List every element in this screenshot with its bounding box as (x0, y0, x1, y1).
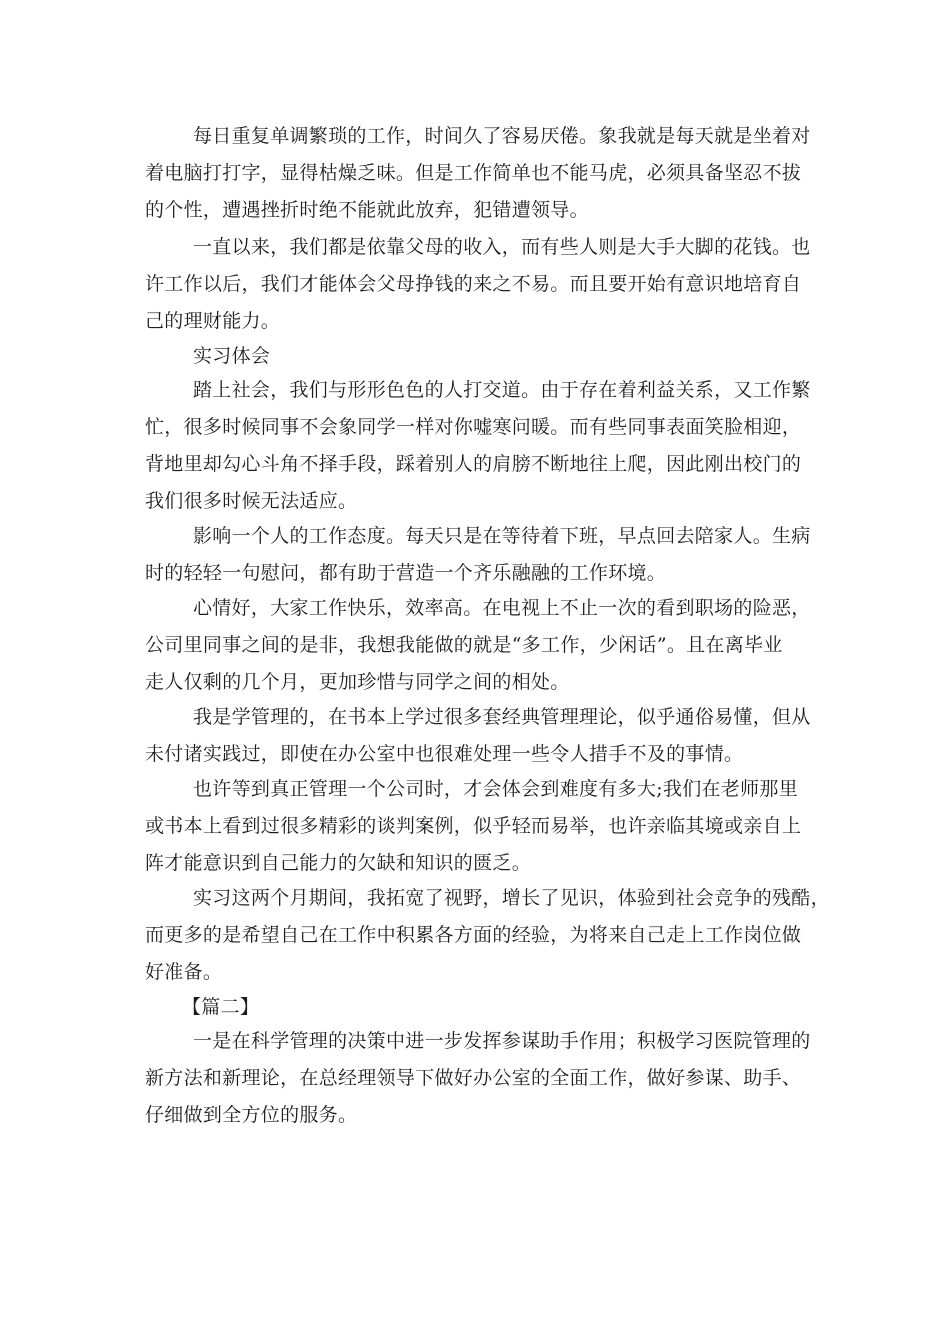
text-line: 公司里同事之间的是非，我想我能做的就是“多工作，少闲话”。且在离毕业 (145, 634, 783, 656)
section-heading: 【篇二】 (182, 996, 260, 1018)
text-line: 或书本上看到过很多精彩的谈判案例，似乎轻而易举，也许亲临其境或亲自上 (145, 815, 802, 837)
text-line: 未付诸实践过，即使在办公室中也很难处理一些令人措手不及的事情。 (145, 743, 744, 765)
text-line: 踏上社会，我们与形形色色的人打交道。由于存在着利益关系，又工作繁 (193, 379, 811, 401)
text-line: 我是学管理的，在书本上学过很多套经典管理理论，似乎通俗易懂，但从 (193, 706, 811, 728)
text-line: 阵才能意识到自己能力的欠缺和知识的匮乏。 (145, 852, 532, 874)
text-line: 忙，很多时候同事不会象同学一样对你嘘寒问暖。而有些同事表面笑脸相迎， (145, 416, 802, 438)
text-line: 实习这两个月期间，我拓宽了视野，增长了见识，体验到社会竞争的残酷， (193, 887, 830, 909)
text-line: 一是在科学管理的决策中进一步发挥参谋助手作用；积极学习医院管理的 (193, 1030, 811, 1052)
text-line: 己的理财能力。 (145, 310, 281, 332)
text-line: 新方法和新理论，在总经理领导下做好办公室的全面工作，做好参谋、助手、 (145, 1067, 802, 1089)
text-line: 仔细做到全方位的服务。 (145, 1104, 358, 1126)
text-line: 好准备。 (145, 961, 223, 983)
text-line: 时的轻轻一句慰问，都有助于营造一个齐乐融融的工作环境。 (145, 562, 667, 584)
text-line: 心情好，大家工作快乐，效率高。在电视上不止一次的看到职场的险恶， (193, 597, 811, 619)
text-line: 着电脑打打字，显得枯燥乏味。但是工作简单也不能马虎，必须具备坚忍不拔 (145, 162, 802, 184)
text-line: 影响一个人的工作态度。每天只是在等待着下班，早点回去陪家人。生病 (193, 525, 811, 547)
text-line: 每日重复单调繁琐的工作，时间久了容易厌倦。象我就是每天就是坐着对 (193, 125, 811, 147)
text-line: 走人仅剩的几个月，更加珍惜与同学之间的相处。 (145, 671, 570, 693)
text-line: 许工作以后，我们才能体会父母挣钱的来之不易。而且要开始有意识地培育自 (145, 273, 802, 295)
text-line: 一直以来，我们都是依靠父母的收入，而有些人则是大手大脚的花钱。也 (193, 236, 811, 258)
text-line: 而更多的是希望自己在工作中积累各方面的经验，为将来自己走上工作岗位做 (145, 924, 802, 946)
text-line: 的个性，遭遇挫折时绝不能就此放弃，犯错遭领导。 (145, 199, 589, 221)
section-heading: 实习体会 (193, 345, 271, 367)
text-line: 也许等到真正管理一个公司时，才会体会到难度有多大;我们在老师那里 (193, 778, 799, 800)
text-line: 我们很多时候无法适应。 (145, 490, 358, 512)
text-line: 背地里却勾心斗角不择手段，踩着别人的肩膀不断地往上爬，因此刚出校门的 (145, 453, 802, 475)
